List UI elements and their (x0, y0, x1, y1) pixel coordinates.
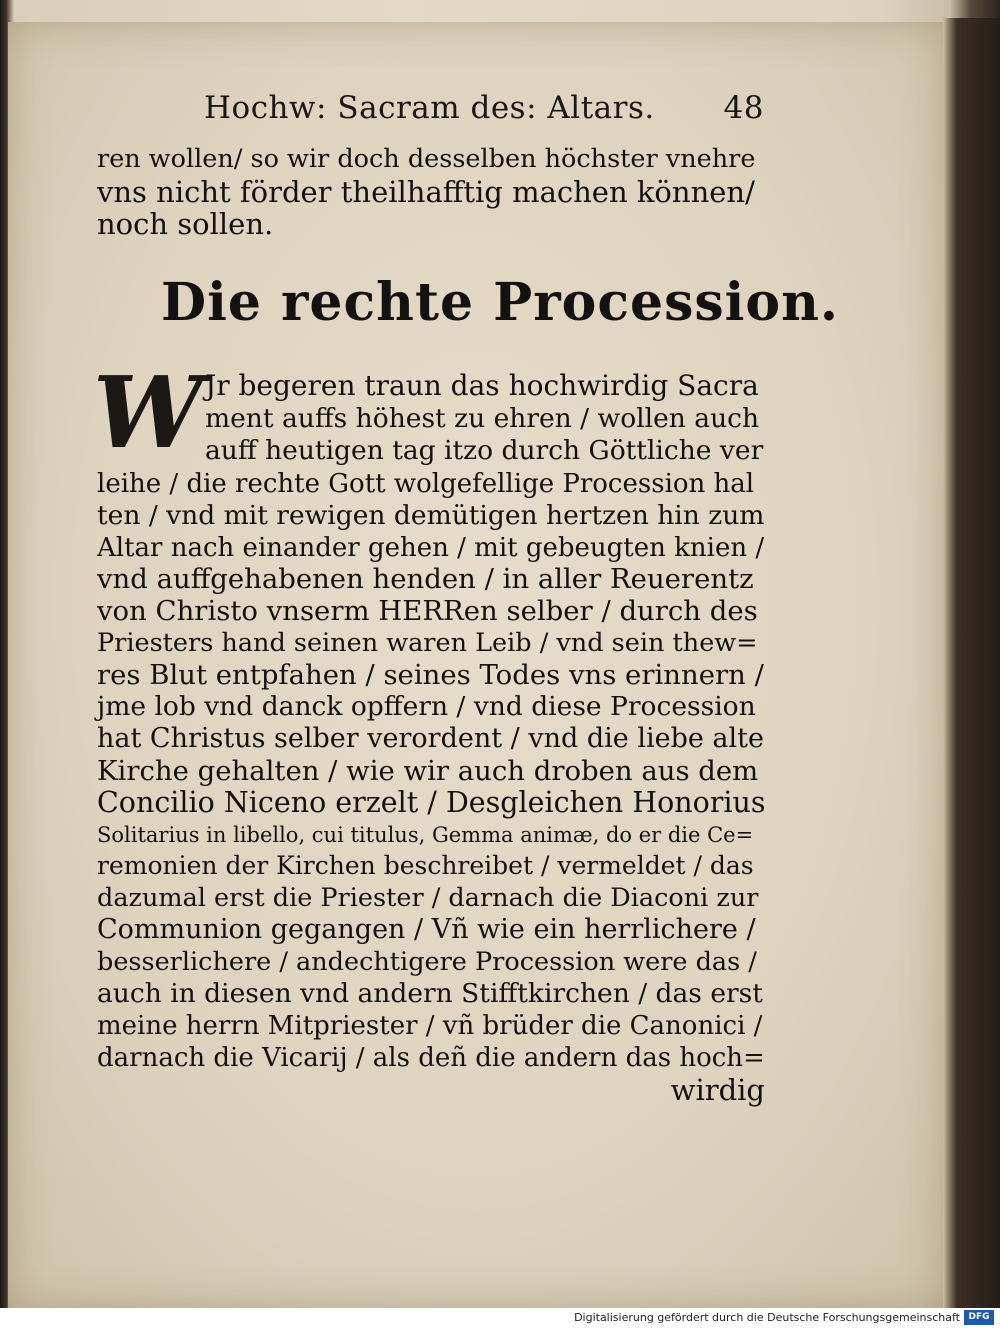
text-line: ment auffs höhest zu ehren / wollen auch (205, 403, 760, 434)
running-head-title: Hochw: Sacram des: Altars. (204, 90, 655, 126)
book-edge (943, 18, 1000, 1308)
text-line: Kirche gehalten / wie wir auch droben aus dem (97, 755, 759, 787)
text-line: meine herrn Mitpriester / vñ brüder die Canonici / (97, 1011, 763, 1041)
text-line: hat Christus selber verordent / vnd die liebe alte (97, 723, 764, 754)
text-line: Jr begeren traun das hochwirdig Sacra (205, 369, 759, 402)
text-line: res Blut entpfahen / seines Todes vns erinnern / (97, 659, 764, 691)
text-line: dazumal erst die Priester / darnach die Diaconi zur (97, 883, 759, 913)
text-line: ren wollen/ so wir doch desselben höchster vnehre (97, 144, 756, 174)
text-line: leihe / die rechte Gott wolgefellige Procession hal (97, 469, 755, 499)
text-line: vns nicht förder theilhafftig machen können/ (97, 175, 755, 209)
text-line: auch in diesen vnd andern Stifftkirchen / das erst (97, 978, 763, 1009)
text-line: remonien der Kirchen beschreibet / vermeldet / das (97, 851, 754, 880)
funding-bar (0, 1308, 1000, 1328)
text-line: auff heutigen tag itzo durch Göttliche ver (205, 435, 764, 466)
text-line: von Christo vnserm HERRen selber / durch des (97, 595, 758, 627)
text-line: jme lob vnd danck opffern / vnd diese Procession (97, 691, 756, 722)
text-line: Altar nach einander gehen / mit gebeugten knien / (97, 533, 765, 563)
text-line: Priesters hand seinen waren Leib / vnd sein thew= (97, 628, 758, 658)
catchword: wirdig (670, 1073, 765, 1107)
folio-number: 48 (723, 90, 764, 126)
text-line: Concilio Niceno erzelt / Desgleichen Honorius (97, 786, 766, 819)
text-line: besserlichere / andechtigere Procession were das / (97, 947, 757, 977)
text-line: ten / vnd mit rewigen demütigen hertzen hin zum (97, 500, 765, 531)
text-line: noch sollen. (97, 207, 274, 241)
text-line: darnach die Vicarij / als deñ die andern das hoch= (97, 1043, 765, 1073)
text-line: Communion gegangen / Vñ wie ein herrlichere / (97, 914, 756, 945)
decorated-initial: W (93, 356, 204, 471)
dfg-logo: DFG (964, 1310, 994, 1325)
section-heading: Die rechte Procession. (160, 272, 840, 333)
text-line: vnd auffgehabenen henden / in aller Reuerentz (97, 563, 754, 595)
funding-text: Digitalisierung gefördert durch die Deutsche Forschungsgemeinschaft (574, 1311, 960, 1324)
running-head (204, 90, 764, 134)
text-line: Solitarius in libello, cui titulus, Gemma animæ, do er die Ce= (97, 823, 754, 847)
